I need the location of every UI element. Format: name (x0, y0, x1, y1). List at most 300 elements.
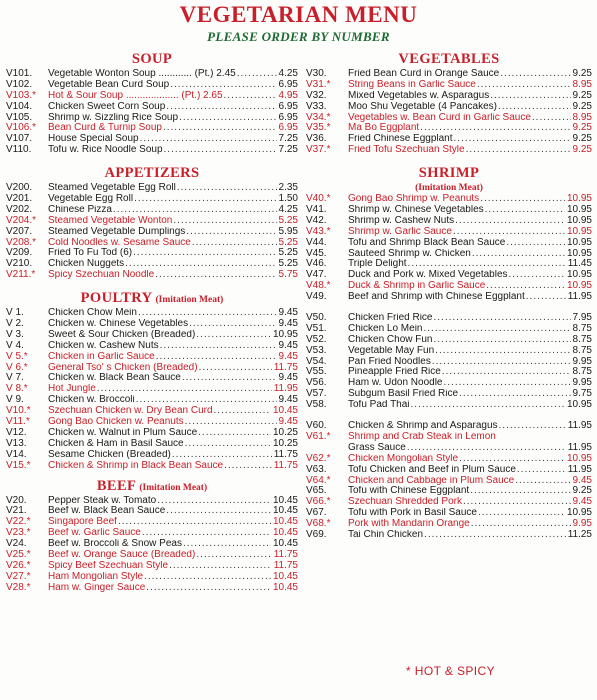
item-name-wrap (48, 216, 277, 227)
menu-item-row (6, 384, 298, 395)
dot-leader (431, 357, 571, 368)
item-price: 11.95 (567, 420, 592, 432)
soup-items (6, 69, 298, 156)
menu-item-row (306, 238, 592, 249)
dot-leader (458, 454, 565, 465)
item-name: General Tso' s Chicken (Breaded) (48, 362, 198, 373)
item-price: 11.75 (273, 559, 298, 571)
item-code: V66.* (306, 496, 331, 508)
item-name-wrap (48, 450, 272, 461)
item-name-wrap (48, 461, 272, 472)
item-name-wrap (348, 357, 571, 368)
item-code: V 4. (6, 339, 24, 351)
item-price: 10.95 (566, 280, 592, 292)
dot-leader (163, 145, 277, 156)
item-code: V28.* (6, 581, 31, 593)
dot-leader (514, 476, 570, 487)
item-name: Steamed Vegetable Wonton (48, 215, 173, 226)
item-code: V209. (6, 247, 33, 259)
item-name-wrap (348, 454, 565, 465)
item-name-wrap (48, 134, 277, 145)
item-code: V14. (6, 448, 27, 460)
item-price: 8.75 (572, 333, 592, 345)
dot-leader (505, 238, 565, 249)
item-price: 4.25 (278, 203, 298, 215)
item-name-wrap (348, 227, 565, 238)
item-name: Chicken w. Cashew Nuts (48, 340, 159, 351)
item-name: Shrimp w. Garlic Sauce (348, 226, 452, 237)
item-name-wrap (48, 259, 277, 270)
item-name: Moo Shu Vegetable (4 Pancakes) (348, 101, 497, 112)
item-price: 9.25 (572, 485, 592, 497)
item-code: V34.* (306, 111, 331, 123)
menu-item-row (6, 550, 298, 561)
item-price: 10.45 (272, 527, 298, 539)
item-code: V201. (6, 193, 33, 205)
item-price: 11.95 (567, 441, 592, 453)
item-code: V210. (6, 258, 33, 270)
item-price: 10.95 (272, 328, 298, 340)
item-name-wrap (48, 330, 271, 341)
item-name-wrap (48, 550, 272, 561)
menu-item-row (6, 439, 298, 450)
item-name-wrap (348, 443, 566, 454)
item-name: Shrimp w. Chinese Vegetables (348, 205, 484, 216)
dot-leader (422, 324, 570, 335)
item-code: V20. (6, 494, 27, 506)
dot-leader (489, 91, 570, 102)
item-price: 10.45 (272, 494, 298, 506)
item-code: V67. (306, 507, 327, 519)
item-name-wrap (348, 313, 571, 324)
dot-leader (410, 400, 565, 411)
item-price: 9.25 (572, 144, 592, 156)
dot-leader (117, 517, 271, 528)
item-name: Chicken Lo Mein (348, 323, 423, 334)
item-name: Pan Fried Noodles (348, 356, 431, 367)
specials-section (306, 421, 592, 541)
item-name-wrap (348, 476, 571, 487)
menu-item-row (6, 506, 298, 517)
item-name-wrap (348, 400, 565, 411)
item-code: V110. (6, 144, 32, 156)
item-name: Chicken Nuggets (48, 259, 125, 270)
item-price: 10.95 (566, 452, 592, 464)
section-heading: SHRIMP (418, 165, 480, 182)
menu-item-row (6, 319, 298, 330)
item-price: 11.75 (273, 361, 298, 373)
menu-item-row (6, 572, 298, 583)
item-name-wrap (48, 113, 277, 124)
item-code: V11.* (6, 416, 30, 428)
dot-leader (406, 443, 566, 454)
item-name: Sauteed Shrimp w. Chicken (348, 248, 471, 259)
item-name: Mixed Vegetables w. Asparagus (348, 90, 490, 101)
menu-item-row (306, 400, 592, 411)
item-name: Szechuan Chicken w. Dry Bean Curd (48, 406, 213, 417)
item-name: Chicken w. Chinese Vegetables (48, 319, 189, 330)
item-name-wrap (348, 194, 565, 205)
menu-item-row (306, 292, 592, 303)
item-name-wrap (348, 324, 571, 335)
item-name-wrap (348, 497, 571, 508)
item-code: V22.* (6, 516, 31, 528)
item-code: V106.* (6, 122, 37, 134)
menu-item-row (6, 528, 298, 539)
item-price: 9.45 (278, 372, 298, 384)
menu-item-row (6, 113, 298, 124)
menu-item-row (6, 145, 298, 156)
appetizers-section (6, 164, 298, 281)
item-name-wrap (48, 69, 277, 80)
item-name-wrap (348, 249, 565, 260)
item-name: Tai Chin Chicken (348, 529, 424, 540)
item-price: 4.95 (278, 89, 298, 101)
item-name: Chinese Pizza (48, 204, 112, 215)
menu-item-row (6, 270, 298, 281)
item-price: 4.25 (278, 68, 298, 79)
item-code: V211.* (6, 269, 36, 281)
menu-item-row (6, 341, 298, 352)
menu-item-row (306, 346, 592, 357)
menu-item-row (6, 373, 298, 384)
menu-item-row (306, 113, 592, 124)
item-price: 10.45 (272, 570, 298, 582)
menu-item-row (306, 530, 592, 541)
menu-item-row (6, 69, 298, 80)
item-name-wrap (48, 417, 277, 428)
item-name: Duck & Shrimp in Garlic Sauce (348, 281, 486, 292)
noodles-items (306, 313, 592, 411)
menu-item-row (306, 91, 592, 102)
menu-item-row (6, 450, 298, 461)
dot-leader (133, 194, 276, 205)
item-name-wrap (48, 238, 277, 249)
item-price: 9.45 (278, 350, 298, 362)
item-name-wrap (48, 91, 277, 102)
item-code: V47. (306, 269, 327, 281)
item-price: 9.25 (572, 100, 592, 112)
dot-leader (223, 91, 277, 102)
menu-item-row (6, 102, 298, 113)
item-name-wrap (48, 373, 277, 384)
menu-item-row (6, 539, 298, 550)
item-price: 11.25 (567, 528, 592, 540)
item-code: V33. (306, 100, 327, 112)
item-code: V202. (6, 203, 33, 215)
item-price: 5.25 (278, 236, 298, 248)
menu-item-row (6, 308, 298, 319)
item-name-wrap (48, 395, 277, 406)
item-name-wrap (48, 384, 272, 395)
item-name: Cold Noodles w. Sesame Sauce (48, 237, 191, 248)
item-price: 10.45 (272, 405, 298, 417)
dot-leader (112, 205, 277, 216)
menu-item-row (306, 205, 592, 216)
menu-item-row (6, 461, 298, 472)
item-name-wrap (348, 530, 566, 541)
dot-leader (139, 134, 277, 145)
menu-item-row (306, 259, 592, 270)
menu-item-row (6, 330, 298, 341)
beef-section (6, 477, 298, 594)
item-name: Shrimp w. Cashew Nuts (348, 215, 455, 226)
item-code: V32. (306, 89, 327, 101)
menu-item-row (306, 432, 592, 443)
item-price: 11.95 (567, 291, 592, 303)
item-price: 10.95 (566, 269, 592, 281)
dot-leader (452, 227, 565, 238)
item-name: Ham w. Ginger Sauce (48, 582, 146, 593)
item-name: House Special Soup (48, 134, 139, 145)
item-price: 9.45 (278, 394, 298, 406)
item-price: 6.95 (278, 122, 298, 134)
item-price: 11.75 (273, 459, 298, 471)
item-name: Tofu with Chinese Eggplant (348, 486, 470, 497)
menu-item-row (6, 363, 298, 374)
menu-item-row (6, 248, 298, 259)
dot-leader (185, 227, 276, 238)
item-code: V26.* (6, 559, 31, 571)
item-code: V69. (306, 528, 327, 540)
dot-leader (499, 69, 570, 80)
menu-item-row (306, 389, 592, 400)
item-price: 9.45 (572, 496, 592, 508)
item-name-wrap (348, 270, 565, 281)
dot-leader (458, 389, 570, 400)
item-code: V45. (306, 247, 327, 259)
item-name-wrap (48, 528, 271, 539)
menu-item-row (6, 496, 298, 507)
item-price: 9.95 (572, 518, 592, 530)
item-name: Hot Jungle (48, 384, 96, 395)
dot-leader (508, 270, 565, 281)
item-price: 8.95 (572, 111, 592, 123)
item-price: 8.75 (572, 322, 592, 334)
item-price: 7.25 (278, 144, 298, 156)
dot-leader (441, 367, 571, 378)
imitation-meat-note: (Imitation Meat) (415, 183, 483, 194)
item-name: Tofu w. Rice Noodle Soup (48, 145, 163, 156)
item-name: Fried Chinese Eggplant (348, 134, 453, 145)
dot-leader (497, 102, 571, 113)
item-name-wrap (348, 91, 571, 102)
item-code: V 6.* (6, 361, 28, 373)
item-name: Bean Curd & Turnip Soup (48, 123, 162, 134)
menu-item-row (6, 517, 298, 528)
item-name-wrap (348, 465, 566, 476)
dot-leader (419, 123, 570, 134)
item-price: 10.95 (566, 214, 592, 226)
item-name: Chicken w. Broccoli (48, 395, 135, 406)
item-name: Shrimp and Crab Steak in Lemon (348, 431, 496, 442)
item-name-wrap (348, 346, 571, 357)
dot-leader (477, 508, 565, 519)
item-name: Chicken Chow Mein (48, 308, 137, 319)
item-code: V31.* (306, 78, 331, 90)
item-name: Shrimp w. Sizzling Rice Soup (48, 112, 179, 123)
item-name: Pork with Mandarin Orange (348, 519, 470, 530)
dot-leader (172, 216, 276, 227)
item-code: V101. (6, 68, 33, 79)
item-price: 11.75 (273, 548, 298, 560)
section-heading: VEGETABLES (398, 51, 500, 67)
item-price: 6.95 (278, 100, 298, 112)
item-code: V27.* (6, 570, 31, 582)
item-name: Chicken Sweet Corn Soup (48, 101, 166, 112)
item-name-wrap (48, 341, 277, 352)
item-name-wrap (348, 432, 590, 443)
item-price: 9.25 (572, 122, 592, 134)
right-column (306, 50, 592, 541)
item-code: V68.* (306, 518, 331, 530)
item-code: V207. (6, 225, 33, 237)
item-price: 7.95 (572, 312, 592, 324)
dot-leader (165, 506, 271, 517)
item-name: Chicken & Shrimp in Black Bean Sauce (48, 460, 224, 471)
menu-item-row (6, 227, 298, 238)
item-price: 10.95 (566, 193, 592, 205)
dot-leader (159, 341, 277, 352)
dot-leader (516, 465, 566, 476)
menu-item-row (306, 465, 592, 476)
dot-leader (213, 406, 271, 417)
dot-leader (407, 259, 566, 270)
item-name-wrap (48, 439, 271, 450)
vegetables-section (306, 50, 592, 156)
item-code: V15.* (6, 459, 31, 471)
item-name-wrap (348, 80, 571, 91)
item-name: Vegetable Egg Roll (48, 194, 134, 205)
item-name: Tofu Chicken and Beef in Plum Sauce (348, 464, 516, 475)
item-code: V46. (306, 258, 327, 270)
dot-leader (471, 249, 565, 260)
item-name: Sesame Chicken (Breaded) (48, 449, 171, 460)
item-name-wrap (48, 572, 271, 583)
menu-item-row (306, 145, 592, 156)
item-code: V 5.* (6, 350, 28, 362)
dot-leader (141, 528, 271, 539)
item-price: 9.25 (572, 68, 592, 79)
menu-item-row (6, 123, 298, 134)
item-name-wrap (48, 517, 271, 528)
menu-item-row (306, 227, 592, 238)
item-price: 9.95 (572, 377, 592, 389)
menu-item-row (6, 183, 298, 194)
item-name: Beef w. Orange Sauce (Breaded) (48, 549, 196, 560)
item-code: V56. (306, 377, 327, 389)
item-code: V62.* (306, 452, 331, 464)
item-price: 10.95 (566, 225, 592, 237)
item-name: Fried To Fu Tod (6) (48, 248, 133, 259)
section-heading (6, 477, 298, 496)
section-heading-text: BEEF (96, 477, 137, 494)
item-name: Fried Tofu Szechuan Style (348, 145, 465, 156)
item-name: Steamed Vegetable Dumplings (48, 226, 186, 237)
item-name: Szechuan Shredded Pork (348, 497, 462, 508)
item-code: V 7. (6, 372, 24, 384)
item-code: V 1. (6, 307, 24, 319)
item-price: 6.95 (278, 111, 298, 123)
item-code: V30. (306, 68, 327, 79)
item-code: V24. (6, 538, 27, 550)
item-name-wrap (48, 319, 277, 330)
dot-leader (156, 496, 271, 507)
menu-item-row (6, 352, 298, 363)
item-name: Sweet & Sour Chicken (Breaded) (48, 329, 196, 340)
section-heading: SOUP (131, 51, 173, 67)
item-price: 9.45 (278, 339, 298, 351)
item-price: 5.25 (278, 214, 298, 226)
menu-item-row (306, 216, 592, 227)
item-name: Spicy Beef Szechuan Style (48, 560, 169, 571)
dot-leader (184, 417, 277, 428)
item-code: V60. (306, 420, 327, 432)
item-name: Beef w. Broccoli & Snow Peas (48, 539, 182, 550)
menu-item-row (6, 583, 298, 594)
item-code: V105. (6, 111, 33, 123)
item-name: Vegetable May Fun (348, 345, 435, 356)
dot-leader (165, 102, 276, 113)
section-heading-text: POULTRY (80, 290, 153, 307)
dot-leader (132, 248, 276, 259)
item-price: 9.25 (572, 89, 592, 101)
section-heading: APPETIZERS (104, 165, 200, 182)
item-price: 1.50 (278, 193, 298, 205)
menu-item-row (6, 238, 298, 249)
item-name: Tofu Pad Thai (348, 400, 410, 411)
item-code: V43.* (306, 225, 331, 237)
dot-leader (454, 216, 565, 227)
soup-section (6, 50, 298, 156)
menu-item-row (306, 357, 592, 368)
dot-leader (525, 292, 566, 303)
dot-leader (195, 330, 271, 341)
item-name-wrap (48, 270, 277, 281)
dot-leader (162, 123, 277, 134)
item-price: 10.45 (272, 505, 298, 517)
dot-leader (184, 439, 271, 450)
item-name: Chicken w. Walnut in Plum Sauce (48, 427, 198, 438)
dot-leader (236, 69, 277, 80)
item-price: 9.45 (572, 474, 592, 486)
menu-item-row (6, 134, 298, 145)
dot-leader (176, 183, 277, 194)
item-name-wrap (348, 508, 565, 519)
item-name-wrap (348, 389, 571, 400)
item-name-wrap (48, 102, 277, 113)
dot-leader (462, 497, 571, 508)
dot-leader (434, 346, 570, 357)
item-name-wrap (348, 292, 566, 303)
item-price: 9.45 (278, 307, 298, 319)
item-price: 2.35 (278, 182, 298, 194)
item-code: V53. (306, 344, 327, 356)
item-code: V102. (6, 78, 33, 90)
item-code: V 8.* (6, 383, 28, 395)
item-code: V57. (306, 388, 327, 400)
section-heading (6, 289, 298, 308)
item-name: Vegetable Bean Curd Soup (48, 79, 170, 90)
item-code: V64.* (306, 474, 331, 486)
item-name: Chicken in Garlic Sauce (48, 351, 155, 362)
item-code: V 9. (6, 394, 24, 406)
item-name: Chicken and Cabbage in Plum Sauce (348, 475, 515, 486)
menu-item-row (6, 406, 298, 417)
item-name-wrap (348, 123, 571, 134)
item-price: 9.25 (572, 133, 592, 145)
item-price: 10.95 (566, 236, 592, 248)
